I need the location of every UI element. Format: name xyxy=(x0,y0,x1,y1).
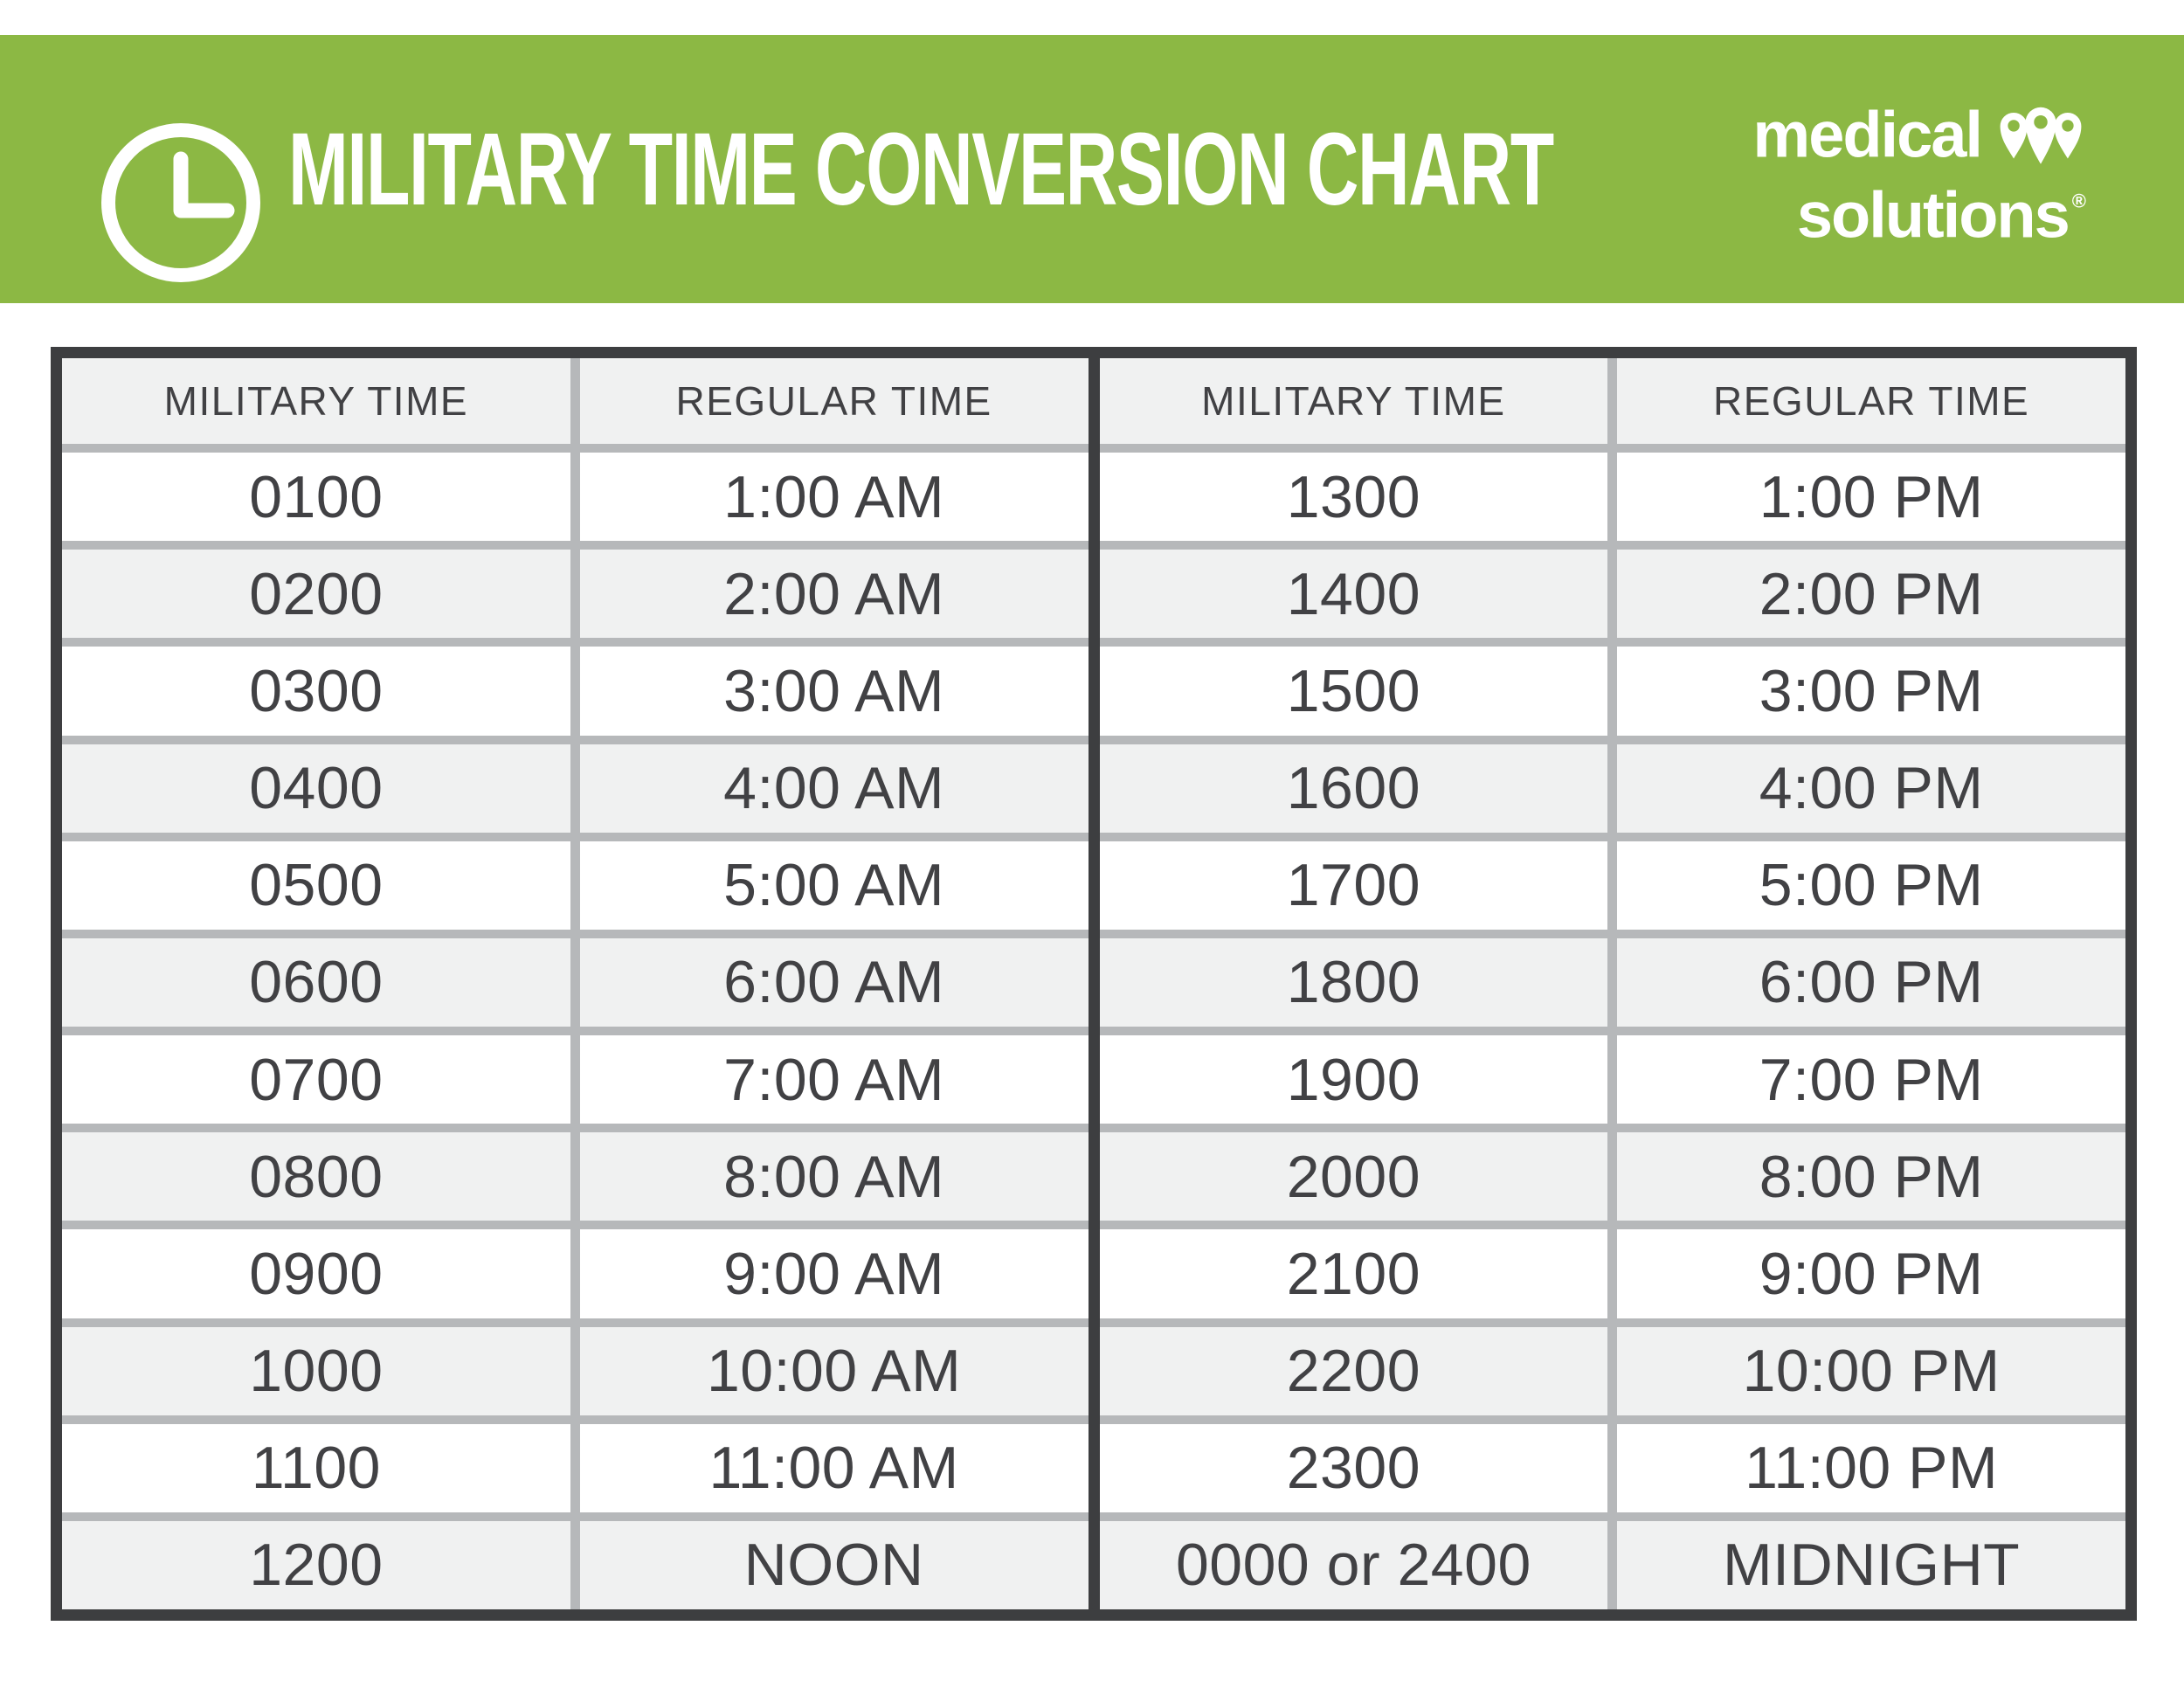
military-time-cell: 1200 xyxy=(249,1532,384,1599)
regular-time-cell: NOON xyxy=(743,1532,924,1599)
table-row xyxy=(1100,444,2126,541)
column-divider xyxy=(570,1327,580,1415)
regular-time-cell: 6:00 AM xyxy=(723,949,945,1016)
column-divider xyxy=(570,1424,580,1512)
military-time-cell: 2100 xyxy=(1286,1240,1421,1307)
column-divider xyxy=(1607,1229,1617,1318)
military-time-cell: 2000 xyxy=(1286,1143,1421,1210)
regular-time-cell: 11:00 AM xyxy=(708,1435,959,1502)
column-header-military-time: MILITARY TIME xyxy=(163,378,469,424)
table-header-row-right xyxy=(1100,358,2126,444)
column-divider xyxy=(570,938,580,1027)
military-time-cell: 0500 xyxy=(249,852,384,919)
table-row xyxy=(1100,541,2126,638)
military-time-cell: 1600 xyxy=(1286,755,1421,822)
military-time-cell: 0800 xyxy=(249,1143,384,1210)
table-right-rows xyxy=(1100,444,2126,1609)
column-divider xyxy=(570,1229,580,1318)
regular-time-cell: 9:00 PM xyxy=(1759,1240,1984,1307)
table-row xyxy=(62,930,1089,1027)
column-divider xyxy=(1607,1132,1617,1221)
table-row xyxy=(1100,1027,2126,1124)
conversion-table xyxy=(51,347,2137,1621)
military-time-cell: 0400 xyxy=(249,755,384,822)
clock-icon xyxy=(98,120,264,286)
military-time-cell: 0000 or 2400 xyxy=(1175,1532,1531,1599)
table-row xyxy=(62,1124,1089,1221)
table-row xyxy=(62,736,1089,833)
regular-time-cell: 5:00 AM xyxy=(723,852,945,919)
column-divider xyxy=(1607,1327,1617,1415)
regular-time-cell: 1:00 PM xyxy=(1759,463,1984,530)
military-time-cell: 1900 xyxy=(1286,1046,1421,1113)
table-header-row-left xyxy=(62,358,1089,444)
table-row xyxy=(62,638,1089,735)
column-divider xyxy=(1607,1521,1617,1609)
military-time-cell: 1500 xyxy=(1286,657,1421,724)
regular-time-cell: 3:00 PM xyxy=(1759,657,1984,724)
regular-time-cell: 11:00 PM xyxy=(1745,1435,1999,1502)
table-row xyxy=(62,1027,1089,1124)
military-time-cell: 0600 xyxy=(249,949,384,1016)
column-divider xyxy=(1607,841,1617,930)
column-divider xyxy=(570,841,580,930)
regular-time-cell: 8:00 PM xyxy=(1759,1143,1984,1210)
regular-time-cell: 4:00 PM xyxy=(1759,755,1984,822)
regular-time-cell: 10:00 AM xyxy=(706,1338,962,1405)
logo-solutions-text: solutions xyxy=(1796,178,2069,252)
regular-time-cell: 4:00 AM xyxy=(723,755,945,822)
column-divider xyxy=(570,744,580,833)
regular-time-cell: 7:00 AM xyxy=(723,1046,945,1113)
table-row xyxy=(1100,1124,2126,1221)
table-left-pane xyxy=(62,358,1089,1609)
regular-time-cell: 7:00 PM xyxy=(1759,1046,1984,1113)
table-row xyxy=(1100,1221,2126,1318)
header-banner xyxy=(0,35,2184,303)
column-divider xyxy=(1607,1035,1617,1124)
column-divider xyxy=(570,1521,580,1609)
column-divider xyxy=(570,1132,580,1221)
brand-logo xyxy=(1752,98,2086,252)
table-row xyxy=(1100,638,2126,735)
table-row xyxy=(62,1318,1089,1415)
table-row xyxy=(1100,833,2126,930)
regular-time-cell: 1:00 AM xyxy=(723,463,945,530)
logo-line-solutions xyxy=(1752,168,2086,252)
military-time-cell: 1300 xyxy=(1286,463,1421,530)
military-time-cell: 2300 xyxy=(1286,1435,1421,1502)
regular-time-cell: 10:00 PM xyxy=(1742,1338,2001,1405)
military-time-cell: 0200 xyxy=(249,560,384,627)
military-time-cell: 0900 xyxy=(249,1240,384,1307)
column-divider xyxy=(1607,647,1617,735)
pane-divider xyxy=(1089,358,1100,1609)
regular-time-cell: 9:00 AM xyxy=(723,1240,945,1307)
page-title: MILITARY TIME CONVERSION CHART xyxy=(288,111,1553,227)
table-row xyxy=(62,1512,1089,1609)
military-time-cell: 0700 xyxy=(249,1046,384,1113)
table-row xyxy=(1100,1318,2126,1415)
table-row xyxy=(1100,930,2126,1027)
regular-time-cell: 5:00 PM xyxy=(1759,852,1984,919)
military-time-cell: 1400 xyxy=(1286,560,1421,627)
table-right-pane xyxy=(1100,358,2126,1609)
table-row xyxy=(62,541,1089,638)
map-pins-icon xyxy=(1995,106,2086,163)
table-left-rows xyxy=(62,444,1089,1609)
military-time-cell: 1800 xyxy=(1286,949,1421,1016)
column-header-military-time: MILITARY TIME xyxy=(1201,378,1506,424)
table-row xyxy=(62,1221,1089,1318)
table-row xyxy=(62,1415,1089,1512)
registered-mark: ® xyxy=(2071,190,2086,212)
regular-time-cell: 2:00 AM xyxy=(723,560,945,627)
table-row xyxy=(1100,1512,2126,1609)
column-divider xyxy=(570,550,580,638)
table-row xyxy=(1100,736,2126,833)
logo-medical-text: medical xyxy=(1752,98,1981,171)
column-header-regular-time: REGULAR TIME xyxy=(675,378,992,424)
column-divider xyxy=(1607,358,1617,444)
column-divider xyxy=(1607,550,1617,638)
military-time-cell: 0100 xyxy=(249,463,384,530)
table-row xyxy=(62,833,1089,930)
column-divider xyxy=(570,358,580,444)
military-time-cell: 2200 xyxy=(1286,1338,1421,1405)
column-divider xyxy=(1607,744,1617,833)
logo-line-medical xyxy=(1752,98,2086,171)
regular-time-cell: MIDNIGHT xyxy=(1723,1532,2021,1599)
regular-time-cell: 3:00 AM xyxy=(723,657,945,724)
column-divider xyxy=(570,647,580,735)
table-row xyxy=(62,444,1089,541)
military-time-cell: 1700 xyxy=(1286,852,1421,919)
regular-time-cell: 8:00 AM xyxy=(723,1143,945,1210)
military-time-cell: 1000 xyxy=(249,1338,384,1405)
table-row xyxy=(1100,1415,2126,1512)
column-divider xyxy=(570,453,580,541)
column-divider xyxy=(1607,453,1617,541)
column-divider xyxy=(1607,938,1617,1027)
column-divider xyxy=(1607,1424,1617,1512)
military-time-cell: 1100 xyxy=(251,1435,381,1502)
column-divider xyxy=(570,1035,580,1124)
military-time-cell: 0300 xyxy=(249,657,384,724)
regular-time-cell: 2:00 PM xyxy=(1759,560,1984,627)
regular-time-cell: 6:00 PM xyxy=(1759,949,1984,1016)
column-header-regular-time: REGULAR TIME xyxy=(1713,378,2030,424)
